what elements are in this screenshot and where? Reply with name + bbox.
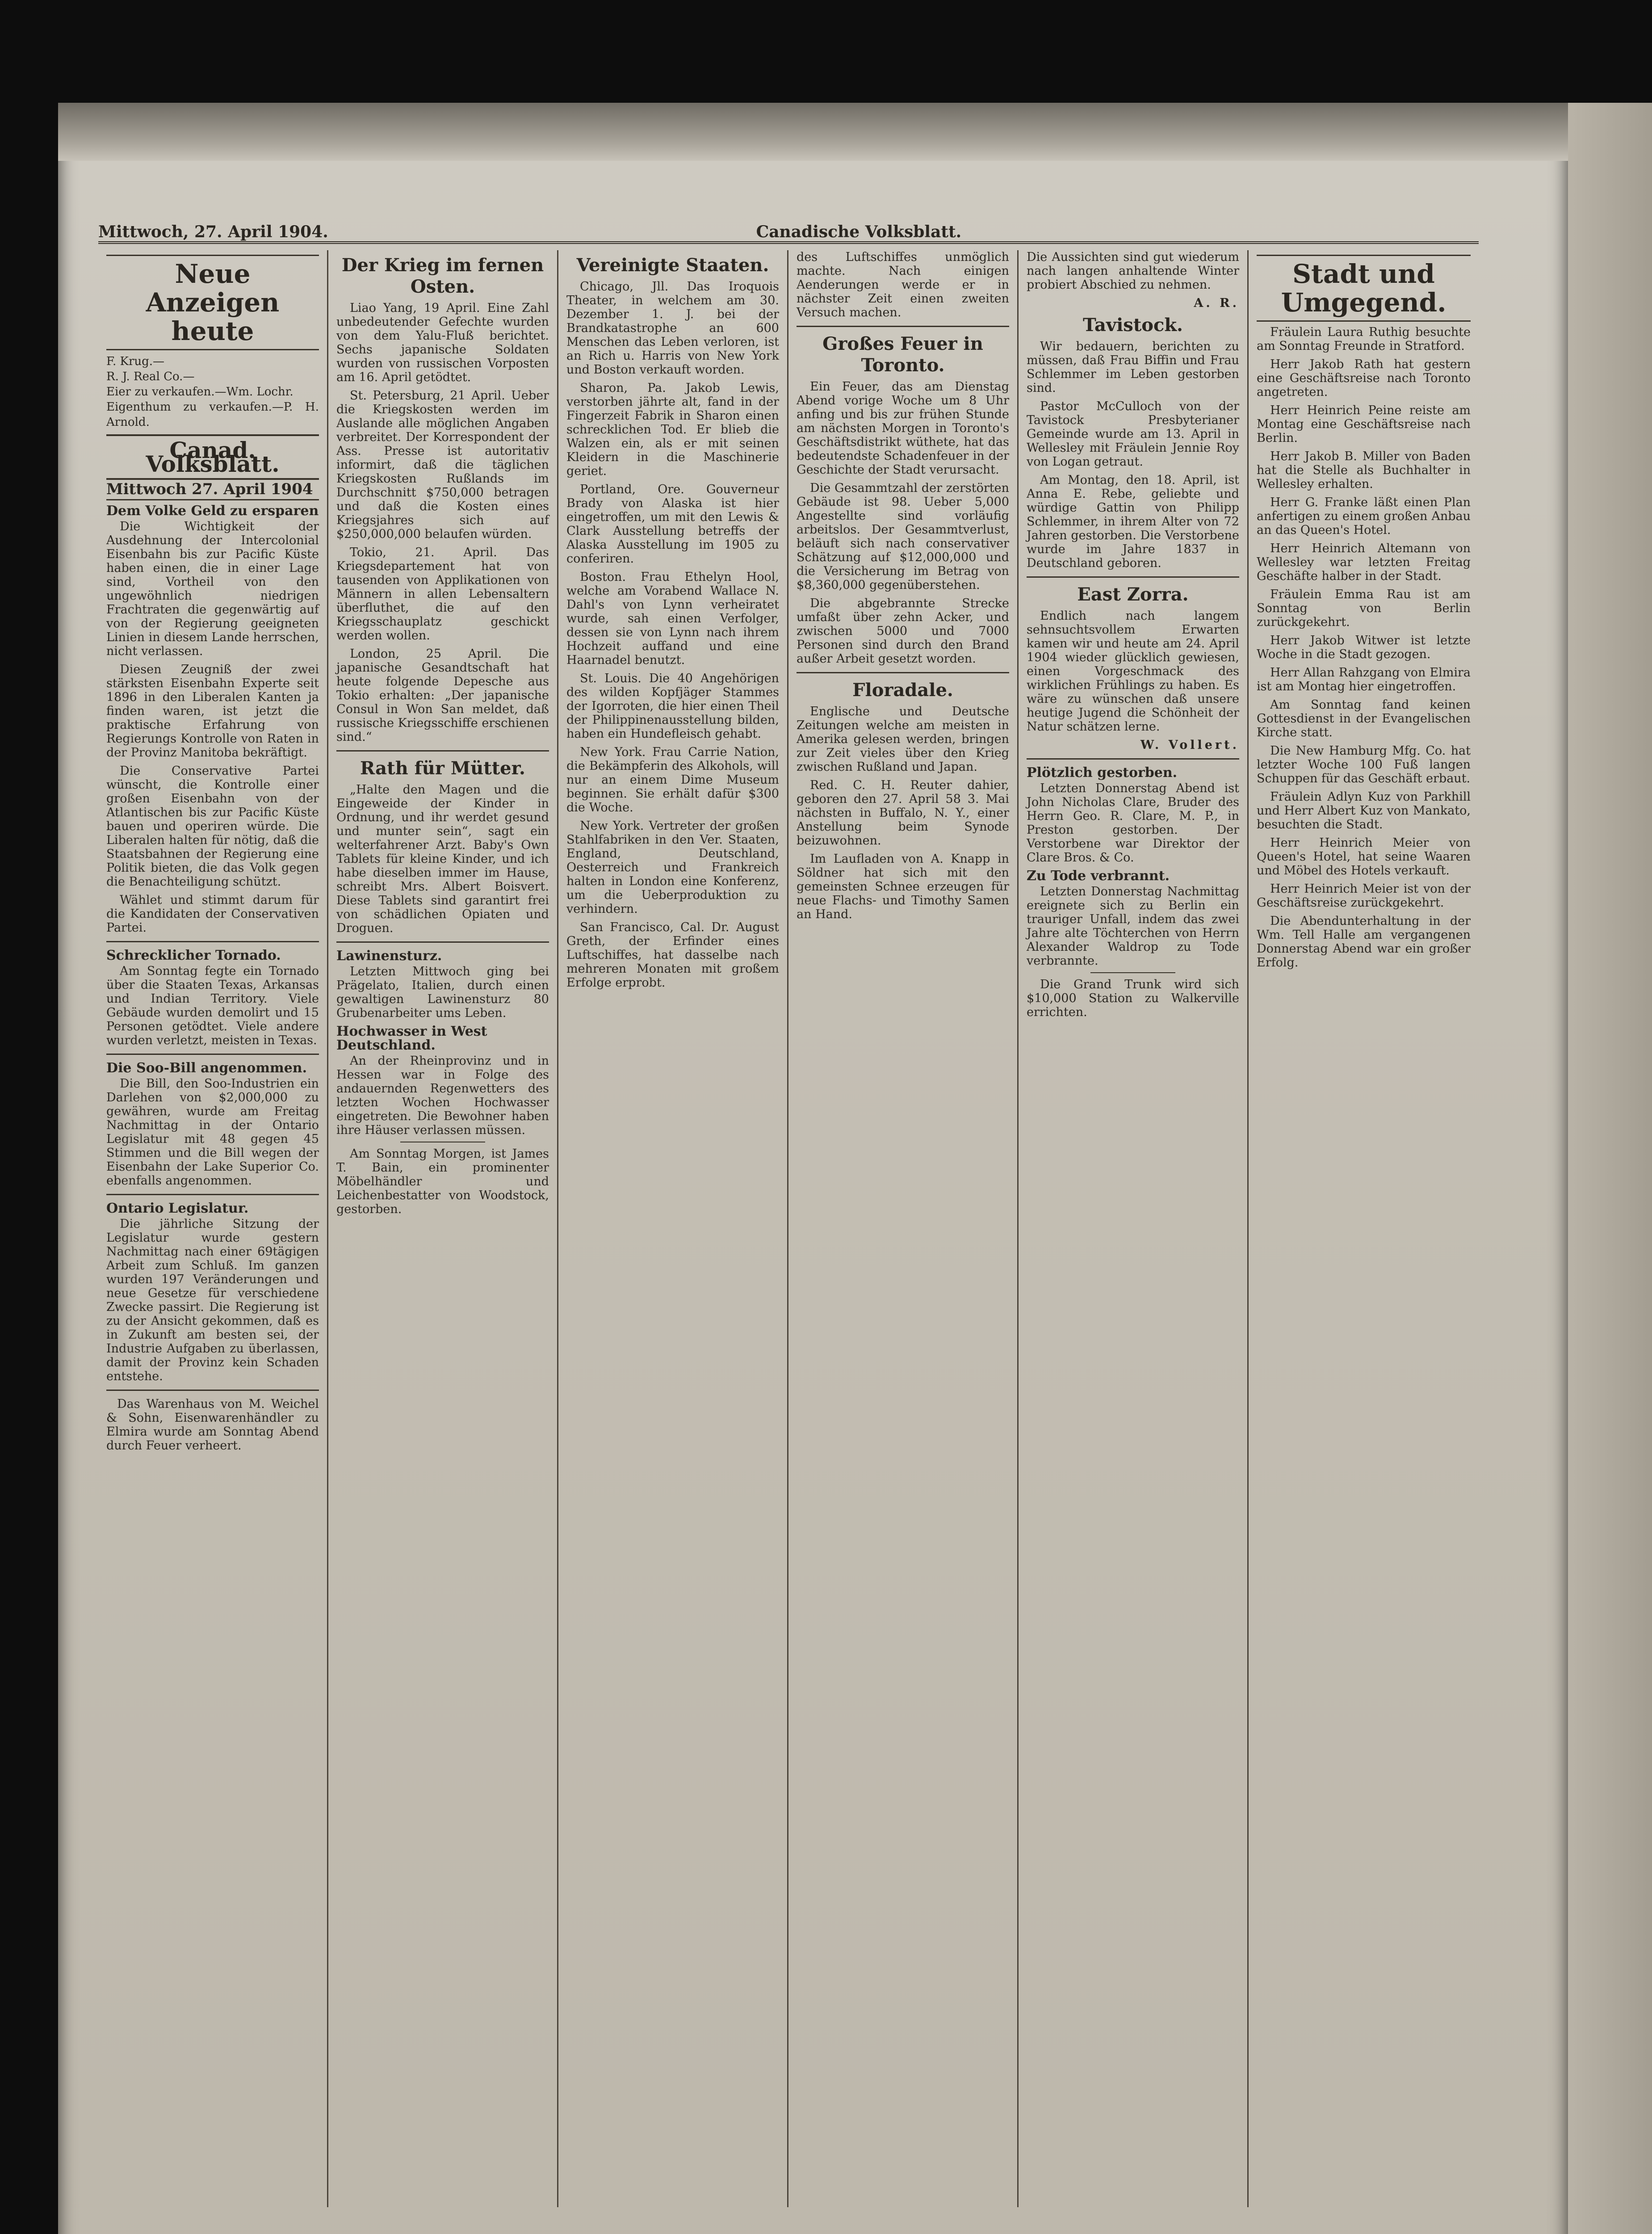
us-heading: Vereinigte Staaten.: [576, 255, 769, 276]
burned-heading: Zu Tode verbrannt.: [1027, 868, 1170, 884]
death-text: Letzten Donnerstag Abend ist John Nicholas Clare, Bruder des Herrn Geo. R. Clare, M. P., in Preston gestorben. Der Verstorbene war Direktor der Clare Bros. & Co.: [1027, 781, 1239, 865]
avalanche-heading: Lawinensturz.: [336, 948, 442, 964]
floradale-paragraph: Im Laufladen von A. Knapp in Söldner hat sich mit den gemeinsten Schnee erzeugen für neue Flachs- und Timothy Samen an Hand.: [797, 852, 1009, 921]
ad-item: Eier zu verkaufen.—Wm. Lochr.: [106, 385, 294, 399]
divider: [106, 1054, 319, 1055]
war-paragraph: Liao Yang, 19 April. Eine Zahl unbedeutender Gefechte wurden von dem Yalu-Fluß berichtet. Sechs japanische Soldaten wurden von russischen Vorposten am 16. April getödtet.: [336, 301, 549, 384]
local-heading: Stadt und Umgegend.: [1257, 255, 1471, 322]
ontario-heading: Ontario Legislatur.: [106, 1201, 249, 1216]
divider: [336, 941, 549, 943]
column-4: [788, 250, 1019, 2207]
us-paragraph: Boston. Frau Ethelyn Hool, welche am Vorabend Wallace N. Dahl's von Lynn verheiratet wurde, sah einen Verfolger, dessen sie von Lynn nach ihrem Hochzeit auffand und eine Haarnadel benutzt.: [566, 570, 779, 667]
east-zorra-text: Endlich nach langem sehnsuchtsvollem Erwarten kamen wir und heute am 24. April 1904 wieder glücklich gewiesen, einen Vorgeschmack des wirklichen Frühlings zu haben. Es wäre zu wünschen daß unsere heutige Jugend die Schönheit der Natur schätzen lerne.: [1027, 609, 1239, 734]
war-paragraph: London, 25 April. Die japanische Gesandtschaft hat heute folgende Depesche aus Tokio erhalten: „Der japanische Consul in Won San meldet, daß russische Kriegsschiffe erschienen sind.“: [336, 647, 549, 744]
us-paragraph: New York. Vertreter der großen Stahlfabriken in den Ver. Staaten, England, Deutschland, Oesterreich und Frankreich halten in London eine Konferenz, um die Ueberproduktion zu verhindern.: [566, 819, 779, 916]
local-item: Fräulein Laura Ruthig besuchte am Sonntag Freunde in Stratford.: [1257, 325, 1471, 353]
divider: [1090, 972, 1175, 973]
war-heading: Der Krieg im fernen Osten.: [341, 255, 544, 297]
local-item: Herr Heinrich Meier ist von der Geschäftsreise zurückgekehrt.: [1257, 882, 1471, 910]
local-item: Herr Allan Rahzgang von Elmira ist am Montag hier eingetroffen.: [1257, 666, 1471, 693]
flood-text: An der Rheinprovinz und in Hessen war in Folge des andauernden Regenwetters des letzten Wochen Hochwasser eingetreten. Die Bewohner haben ihre Häuser verlassen müssen.: [336, 1054, 549, 1137]
columns: [98, 250, 1479, 2207]
tavistock-paragraph: Wir bedauern, berichten zu müssen, daß Frau Biffin und Frau Schlemmer im Leben gestorben sind.: [1027, 340, 1239, 395]
floradale-paragraph: Red. C. H. Reuter dahier, geboren den 27. April 58 3. Mai nächsten in Buffalo, N. Y., einer Anstellung beim Synode beizuwohnen.: [797, 778, 1009, 848]
death-heading: Plötzlich gestorben.: [1027, 765, 1178, 781]
local-item: Am Sonntag fand keinen Gottesdienst in der Evangelischen Kirche statt.: [1257, 698, 1471, 739]
divider: [336, 750, 549, 752]
divider: [797, 672, 1009, 673]
tornado-text: Am Sonntag fegte ein Tornado über die Staaten Texas, Arkansas und Indian Territory. Viele Gebäude wurden demolirt und 15 Personen getödtet. Viele andere wurden verletzt, meisten in Texas.: [106, 964, 319, 1047]
ad-item: F. Krug.—: [106, 355, 165, 368]
soo-bill-heading: Die Soo-Bill angenommen.: [106, 1060, 307, 1076]
local-item: Herr G. Franke läßt einen Plan anfertigen zu einem großen Anbau an das Queen's Hotel.: [1257, 496, 1471, 537]
tornado-heading: Schrecklicher Tornado.: [106, 948, 281, 963]
east-zorra-heading: East Zorra.: [1077, 584, 1189, 605]
mothers-text: „Halte den Magen und die Eingeweide der Kinder in Ordnung, und ihr werdet gesund und munter sein“, sagt ein welterfahrener Arzt. Baby's Own Tablets für kleine Kinder, und ich habe dieselben immer im Hause, schreibt Mrs. Albert Boisvert. Diese Tablets sind garantirt frei von schädlichen Opiaten und Droguen.: [336, 783, 549, 935]
fire-paragraph: Die abgebrannte Strecke umfaßt über zehn Acker, und zwischen 5000 und 7000 Personen sind durch den Brand außer Arbeit gesetzt worden.: [797, 596, 1009, 666]
mothers-heading: Rath für Mütter.: [360, 758, 525, 779]
fire-paragraph: Die Gesammtzahl der zerstörten Gebäude ist 98. Ueber 5,000 Angestellte sind vorläufig arbeitslos. Der Gesammtverlust, beläuft sich nach conservativer Schätzung auf $12,000,000 und die Versicherung im Betrag von $8,360,000 gegenüberstehen.: [797, 481, 1009, 592]
local-item: Herr Heinrich Meier von Queen's Hotel, hat seine Waaren und Möbel des Hotels verkauft.: [1257, 836, 1471, 878]
us-paragraph: New York. Frau Carrie Nation, die Bekämpferin des Alkohols, will nur an einem Dime Museum beginnen. Sie erhält dafür $300 die Woche.: [566, 745, 779, 815]
local-item: Fräulein Emma Rau ist am Sonntag von Berlin zurückgekehrt.: [1257, 588, 1471, 629]
floradale-paragraph: Englische und Deutsche Zeitungen welche am meisten in Amerika gelesen werden, bringen zur Zeit vieles über den Krieg zwischen Rußland und Japan.: [797, 705, 1009, 774]
bain-text: Am Sonntag Morgen, ist James T. Bain, ein prominenter Möbelhändler und Leichenbestatter von Woodstock, gestorben.: [336, 1147, 549, 1216]
flood-heading: Hochwasser in West Deutschland.: [336, 1024, 487, 1053]
divider: [1027, 758, 1239, 760]
local-item: Herr Jakob Rath hat gestern eine Geschäftsreise nach Toronto angetreten.: [1257, 357, 1471, 399]
us-paragraph: Chicago, Jll. Das Iroquois Theater, in welchem am 30. Dezember 1. J. bei der Brandkatastrophe an 600 Menschen das Leben verloren, ist an Rich u. Harris von New York und Boston verkauft worden.: [566, 280, 779, 377]
editorial-paragraph: Die Conservative Partei wünscht, die Kontrolle einer großen Eisenbahn von der Atlantischen bis zur Pacific Küste bauen und operiren würde. Die Liberalen halten für nötig, daß die Staatsbahnen der Regierung eine Politik bieten, die das Volk gegen die Benachteiligung schützt.: [106, 764, 319, 889]
burned-text: Letzten Donnerstag Nachmittag ereignete sich zu Berlin ein trauriger Unfall, indem das zwei Jahre alte Töchterchen von Herrn Alexander Waldrop zu Tode verbrannte.: [1027, 885, 1239, 968]
war-paragraph: St. Petersburg, 21 April. Ueber die Kriegskosten werden im Auslande alle möglichen Angaben verbreitet. Der Korrespondent der Ass. Presse ist autoritativ informirt, daß die täglichen Kriegskosten Rußlands im Durchschnitt $750,000 betragen und daß die Kosten eines Kriegsjahres sich auf $250,000,000 belaufen würden.: [336, 389, 549, 541]
editorial-heading: Dem Volke Geld zu ersparen: [106, 503, 319, 519]
local-item: Herr Jakob Witwer ist letzte Woche in die Stadt gezogen.: [1257, 634, 1471, 661]
column-2: [328, 250, 558, 2207]
local-item: Die New Hamburg Mfg. Co. hat letzter Woche 100 Fuß langen Schuppen für das Geschäft erbaut.: [1257, 744, 1471, 785]
page-header: [98, 214, 1479, 244]
continued-text: des Luftschiffes unmöglich machte. Nach einigen Aenderungen werde er in nächster Zeit einen zweiten Versuch machen.: [797, 250, 1009, 319]
column-6: [1249, 250, 1479, 2207]
editorial-paragraph: Diesen Zeugniß der zwei stärksten Eisenbahn Experte seit 1896 in den Liberalen Kanten ja finden waren, ist jetzt die praktische Erfahrung von Regierungs Kontrolle von Raten in der Provinz Manitoba bekräftigt.: [106, 663, 319, 760]
local-item: Die Abendunterhaltung in der Wm. Tell Halle am vergangenen Donnerstag Abend war ein großer Erfolg.: [1257, 914, 1471, 970]
tavistock-paragraph: Pastor McCulloch von der Tavistock Presbyterianer Gemeinde wurde am 13. April in Wellesley mit Fräulein Jennie Roy von Logan getraut.: [1027, 399, 1239, 469]
masthead-date: Mittwoch 27. April 1904: [106, 483, 319, 500]
war-paragraph: Tokio, 21. April. Das Kriegsdepartement hat von tausenden von Applikationen von Männern in allen Lebensaltern überfluthet, die auf den Kriegsschauplatz geschickt werden wollen.: [336, 546, 549, 642]
column-1: [98, 250, 328, 2207]
tavistock-paragraph: Am Montag, den 18. April, ist Anna E. Rebe, geliebte und würdige Gattin von Philipp Schlemmer, in ihrem Alter von 72 Jahren gestorben. Die Verstorbene wurde im Jahre 1837 in Deutschland geboren.: [1027, 473, 1239, 570]
divider: [106, 1390, 319, 1391]
fire-heading: Großes Feuer in Toronto.: [822, 333, 983, 376]
ad-item: R. J. Real Co.—: [106, 370, 195, 383]
header-date: Mittwoch, 27. April 1904.: [98, 223, 328, 241]
divider: [106, 941, 319, 942]
soo-bill-text: Die Bill, den Soo-Industrien ein Darlehen von $2,000,000 zu gewähren, wurde am Freitag Nachmittag in der Ontario Legislatur mit 48 gegen 45 Stimmen und die Bill wegen der Eisenbahn der Lake Superior Co. ebenfalls angenommen.: [106, 1077, 319, 1188]
floradale-heading: Floradale.: [852, 680, 953, 701]
signature: A. R.: [1194, 296, 1239, 310]
local-item: Fräulein Adlyn Kuz von Parkhill und Herr Albert Kuz von Mankato, besuchten die Stadt.: [1257, 790, 1471, 831]
ontario-text: Die jährliche Sitzung der Legislatur wurde gestern Nachmittag nach einer 69tägigen Arbeit zum Schluß. Im ganzen wurden 197 Veränderungen und neue Gesetze für verschiedene Zwecke passirt. Die Regierung ist zu der Ansicht gekommen, daß es in Zukunft am besten sei, der Industrie Aufgaben zu überlassen, damit der Provinz kein Schaden entstehe.: [106, 1217, 319, 1383]
masthead: Canad. Volksblatt.: [106, 434, 319, 480]
fire-paragraph: Ein Feuer, das am Dienstag Abend vorige Woche um 8 Uhr anfing und bis zur frühen Stunde am nächsten Morgen in Toronto's Geschäftsdistrikt wüthete, hat das bedeutendste Schadenfeuer in der Geschichte der Stadt verursacht.: [797, 380, 1009, 477]
avalanche-text: Letzten Mittwoch ging bei Prägelato, Italien, durch einen gewaltigen Lawinensturz 80 Grubenarbeiter ums Leben.: [336, 965, 549, 1020]
notice-text: Das Warenhaus von M. Weichel & Sohn, Eisenwarenhändler zu Elmira wurde am Sonntag Abend durch Feuer verheert.: [106, 1397, 319, 1453]
signature: W. Vollert.: [1140, 738, 1239, 752]
ads-list: [106, 354, 319, 430]
grand-trunk-text: Die Grand Trunk wird sich $10,000 Station zu Walkerville errichten.: [1027, 978, 1239, 1019]
tavistock-heading: Tavistock.: [1083, 315, 1183, 336]
divider: [1027, 576, 1239, 578]
divider: [106, 1194, 319, 1195]
us-paragraph: Portland, Ore. Gouverneur Brady von Alaska ist hier eingetroffen, um mit den Lewis & Clark Ausstellung betreffs der Alaska Ausstellung im 1905 zu conferiren.: [566, 483, 779, 566]
column-3: [558, 250, 788, 2207]
local-item: Herr Jakob B. Miller von Baden hat die Stelle als Buchhalter in Wellesley erhalten.: [1257, 449, 1471, 491]
continued-text: Die Aussichten sind gut wiederum nach langen anhaltende Winter probiert Abschied zu nehmen.: [1027, 250, 1239, 292]
divider: [797, 326, 1009, 327]
local-item: Herr Heinrich Peine reiste am Montag eine Geschäftsreise nach Berlin.: [1257, 403, 1471, 445]
adjacent-page-edge: [1568, 103, 1652, 2234]
us-paragraph: Sharon, Pa. Jakob Lewis, verstorben jährte alt, fand in der Fingerzeit Fabrik in Sharon einen schrecklichen Tod. Er blieb die Walzen ein, als er mit seinen Kleidern in die Maschinerie geriet.: [566, 381, 779, 478]
page-fold-shadow: [58, 103, 1568, 161]
editorial-paragraph: Die Wichtigkeit der Ausdehnung der Intercolonial Eisenbahn bis zur Pacific Küste haben einen, die in einer Lage sind, Vortheil von den ungewöhnlich niedrigen Frachtraten die gegenwärtig auf von der Regierung geeigneten Linien in diesem Lande herrschen, nicht verlassen.: [106, 520, 319, 658]
us-paragraph: St. Louis. Die 40 Angehörigen des wilden Kopfjäger Stammes der Igorroten, die hier einen Theil der Philippinenausstellung bilden, haben ein Hundefleisch gehabt.: [566, 672, 779, 741]
header-paper-name: Canadische Volksblatt.: [756, 223, 962, 241]
column-5: [1019, 250, 1249, 2207]
us-paragraph: San Francisco, Cal. Dr. August Greth, der Erfinder eines Luftschiffes, hat dasselbe nach mehreren Monaten mit großem Erfolge erprobt.: [566, 920, 779, 990]
editorial-paragraph: Wählet und stimmt darum für die Kandidaten der Conservativen Partei.: [106, 893, 319, 935]
ad-item: Eigenthum zu verkaufen.—P. H. Arnold.: [106, 400, 319, 429]
ads-heading: Neue Anzeigen heute: [106, 255, 319, 350]
local-item: Herr Heinrich Altemann von Wellesley war letzten Freitag Geschäfte halber in der Stadt.: [1257, 542, 1471, 583]
